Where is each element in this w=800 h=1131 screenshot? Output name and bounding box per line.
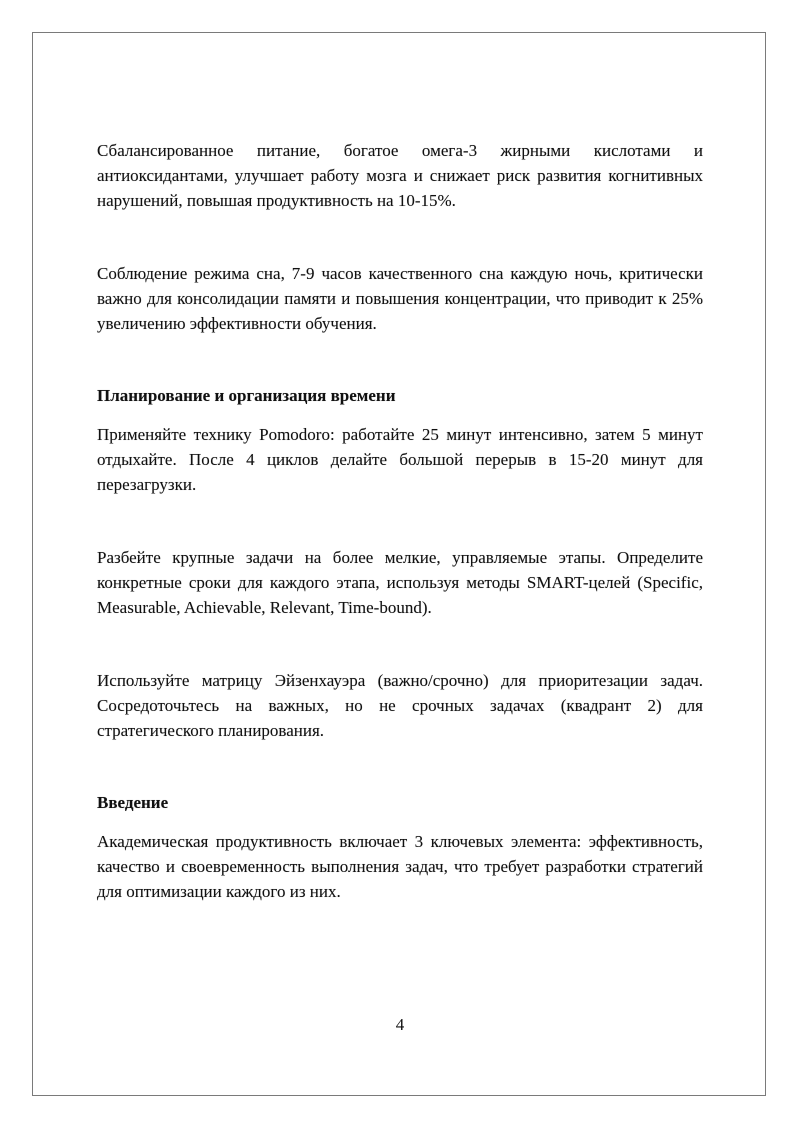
paragraph-nutrition: Сбалансированное питание, богатое омега-3 жирными кислотами и антиоксидантами, улучшает работу мозга и снижает риск развития когнитивных нарушений, повышая продуктивность на 10-15%. [97,141,703,210]
document-body [97,138,703,904]
paragraph-smart-goals: Разбейте крупные задачи на более мелкие, управляемые этапы. Определите конкретные сроки для каждого этапа, используя методы SMART-целей (Specific, Measurable, Achievable, Relevant, Time-bound). [97,548,703,617]
heading-introduction: Введение [97,793,169,812]
page-number: 4 [395,1015,405,1034]
paragraph-sleep: Соблюдение режима сна, 7-9 часов качественного сна каждую ночь, критически важно для консолидации памяти и повышения концентрации, что приводит к 25% увеличению эффективности обучения. [97,264,703,333]
paragraph-introduction: Академическая продуктивность включает 3 ключевых элемента: эффективность, качество и своевременность выполнения задач, что требует разработки стратегий для оптимизации каждого из них. [97,832,703,901]
paragraph-pomodoro: Применяйте технику Pomodoro: работайте 25 минут интенсивно, затем 5 минут отдыхайте. После 4 циклов делайте большой перерыв в 15-20 минут для перезагрузки. [97,425,703,494]
heading-time-planning: Планирование и организация времени [97,386,396,405]
paragraph-eisenhower: Используйте матрицу Эйзенхауэра (важно/срочно) для приоритезации задач. Сосредоточьтесь на важных, но не срочных задачах (квадрант 2) для стратегического планирования. [97,671,703,740]
